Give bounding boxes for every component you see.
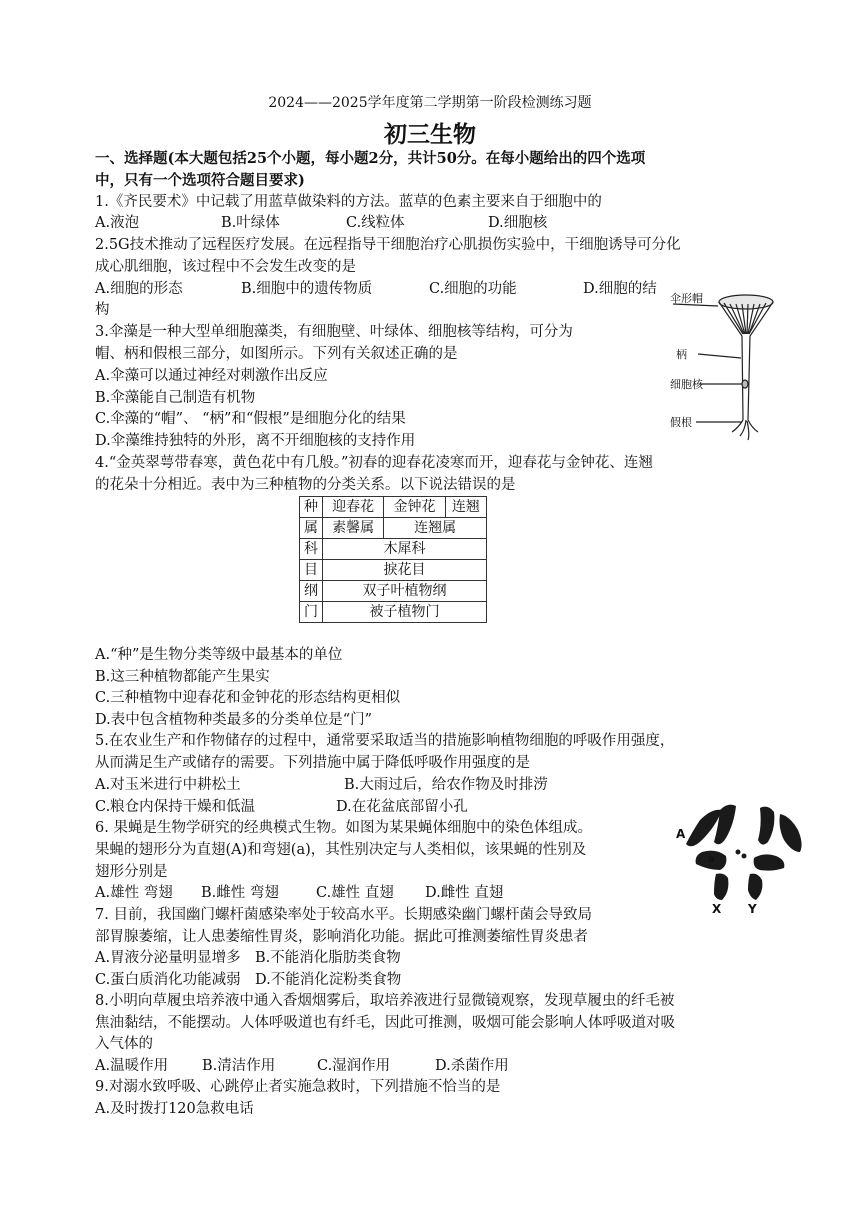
- question-4-stem: 4.“金英翠萼带春寒，黄色花中有几般。”初春的迎春花凌寒而开，迎春花与金钟花、连翘: [95, 455, 653, 471]
- table-cell: 被子植物门: [323, 602, 487, 623]
- question-4-option-c: C.三种植物中迎春花和金钟花的形态结构更相似: [95, 690, 401, 706]
- option-d: D.细胞的结: [583, 281, 657, 297]
- section-heading-cont: 中，只有一个选项符合题目要求): [95, 172, 305, 189]
- question-4-stem-cont: 的花朵十分相近。表中为三种植物的分类关系。以下说法错误的是: [95, 477, 516, 493]
- table-cell: 金钟花: [384, 497, 445, 518]
- question-8-options: [95, 1056, 509, 1076]
- acetabularia-figure: [668, 292, 788, 444]
- option-b: B.清洁作用: [202, 1058, 276, 1074]
- table-cell: 科: [300, 539, 323, 560]
- table-row: [300, 560, 487, 581]
- option-b: B.大雨过后，给农作物及时排涝: [344, 777, 548, 793]
- table-cell: 迎春花: [323, 497, 384, 518]
- question-5-stem-cont: 从而满足生产或储存的需要。下列措施中属于降低呼吸作用强度的是: [95, 755, 530, 771]
- question-2-stem: 2.5G技术推动了远程医疗发展。在远程指导干细胞治疗心肌损伤实验中，干细胞诱导可分化: [95, 237, 681, 253]
- option-a: A.雄性 弯翅: [95, 885, 173, 901]
- table-cell: 门: [300, 602, 323, 623]
- question-8-stem-cont2: 入气体的: [95, 1036, 153, 1052]
- question-3-stem-cont: 帽、柄和假根三部分，如图所示。下列有关叙述正确的是: [95, 346, 458, 362]
- question-5-stem: 5.在农业生产和作物储存的过程中，通常要采取适当的措施影响植物细胞的呼吸作用强度，: [95, 733, 675, 749]
- label-rhizoid: 假根: [670, 416, 692, 429]
- section-heading: 一、选择题(本大题包括25个小题，每小题2分，共计50分。在每小题给出的四个选项: [95, 150, 646, 167]
- table-cell: 连翘属: [384, 518, 487, 539]
- subject-title: 初三生物: [384, 121, 476, 148]
- table-cell: 纲: [300, 581, 323, 602]
- option-b: B.叶绿体: [221, 215, 280, 231]
- question-2-wrap: 构: [95, 302, 110, 318]
- question-3-option-a: A.伞藻可以通过神经对刺激作出反应: [95, 368, 328, 384]
- table-cell: 连翘: [445, 497, 486, 518]
- option-d: D.杀菌作用: [435, 1058, 509, 1074]
- question-9-option-a: A.及时拨打120急救电话: [95, 1101, 254, 1117]
- table-row: [300, 497, 487, 518]
- table-cell: 木犀科: [323, 539, 487, 560]
- option-a: A.细胞的形态: [95, 281, 183, 297]
- table-cell: 素馨属: [323, 518, 384, 539]
- question-3-option-b: B.伞藻能自己制造有机物: [95, 390, 256, 406]
- option-d: D.在花盆底部留小孔: [336, 799, 468, 815]
- option-a: A.温暖作用: [95, 1058, 169, 1074]
- option-b: B.不能消化脂肪类食物: [255, 950, 401, 966]
- question-2-options: [95, 279, 657, 299]
- question-8-stem: 8.小明向草履虫培养液中通入香烟烟雾后，取培养液进行显微镜观察，发现草履虫的纤毛被: [95, 993, 675, 1009]
- option-c: C.雄性 直翅: [316, 885, 394, 901]
- option-a: A.胃液分泌量明显增多: [95, 950, 241, 966]
- option-b: B.雌性 弯翅: [201, 885, 279, 901]
- option-c: C.线粒体: [346, 215, 405, 231]
- question-4-option-d: D.表中包含植物种类最多的分类单位是“门”: [95, 712, 373, 728]
- option-b: B.细胞中的遗传物质: [241, 281, 373, 297]
- question-8-stem-cont: 焦油黏结，不能摆动。人体呼吸道也有纤毛，因此可推测，吸烟可能会影响人体呼吸道对吸: [95, 1015, 675, 1031]
- question-3-stem: 3.伞藻是一种大型单细胞藻类，有细胞壁、叶绿体、细胞核等结构，可分为: [95, 324, 573, 340]
- question-6-stem-cont2: 翅形分别是: [95, 864, 168, 880]
- option-a: A.液泡: [95, 215, 140, 231]
- question-2-stem-cont: 成心肌细胞，该过程中不会发生改变的是: [95, 259, 356, 275]
- label-stalk: 柄: [676, 348, 687, 361]
- table-row: [300, 581, 487, 602]
- option-c: C.蛋白质消化功能减弱: [95, 972, 241, 988]
- label-allele-A: A: [676, 827, 686, 841]
- question-7-stem-cont: 部胃腺萎缩，让人患萎缩性胃炎，影响消化功能。据此可推测萎缩性胃炎患者: [95, 929, 588, 945]
- table-row: [300, 518, 487, 539]
- question-9-stem: 9.对溺水致呼吸、心跳停止者实施急救时，下列措施不恰当的是: [95, 1079, 501, 1095]
- question-5-options-cd: [95, 797, 468, 817]
- label-chromosome-Y: Y: [748, 902, 757, 916]
- table-row: [300, 602, 487, 623]
- table-cell: 属: [300, 518, 323, 539]
- option-c: C.湿润作用: [317, 1058, 391, 1074]
- label-allele-a: a: [708, 854, 715, 865]
- question-6-stem-cont: 果蝇的翅形分为直翅(A)和弯翅(a)，其性别决定与人类相似，该果蝇的性别及: [95, 842, 587, 858]
- exam-title: 2024——2025学年度第二学期第一阶段检测练习题: [268, 95, 592, 111]
- question-7-options-cd: [95, 970, 401, 990]
- question-4-option-a: A.“种”是生物分类等级中最基本的单位: [95, 647, 343, 663]
- option-c: C.粮仓内保持干燥和低温: [95, 799, 256, 815]
- option-d: D.细胞核: [488, 215, 548, 231]
- question-6-stem: 6. 果蝇是生物学研究的经典模式生物。如图为某果蝇体细胞中的染色体组成。: [95, 820, 592, 836]
- label-cap: 伞形帽: [670, 292, 703, 305]
- label-chromosome-X: X: [712, 902, 722, 916]
- question-7-options-ab: [95, 948, 401, 968]
- option-c: C.细胞的功能: [429, 281, 517, 297]
- question-3-option-c: C.伞藻的“帽”、 “柄”和“假根”是细胞分化的结果: [95, 411, 406, 427]
- label-nucleus: 细胞核: [670, 378, 703, 391]
- question-1-options: [95, 213, 547, 233]
- question-6-options: [95, 883, 503, 903]
- question-4-option-b: B.这三种植物都能产生果实: [95, 669, 270, 685]
- table-cell: 目: [300, 560, 323, 581]
- option-d: D.不能消化淀粉类食物: [255, 972, 402, 988]
- chromosome-figure: [672, 800, 810, 918]
- question-7-stem: 7. 目前，我国幽门螺杆菌感染率处于较高水平。长期感染幽门螺杆菌会导致局: [95, 907, 592, 923]
- question-5-options-ab: [95, 775, 548, 795]
- option-d: D.雌性 直翅: [425, 885, 504, 901]
- option-a: A.对玉米进行中耕松土: [95, 777, 241, 793]
- table-row: [300, 539, 487, 560]
- table-cell: 捩花目: [323, 560, 487, 581]
- question-3-option-d: D.伞藻维持独特的外形，离不开细胞核的支持作用: [95, 433, 416, 449]
- table-cell: 种: [300, 497, 323, 518]
- question-1-stem: 1.《齐民要术》中记载了用蓝草做染料的方法。蓝草的色素主要来自于细胞中的: [95, 194, 602, 210]
- classification-table: [299, 496, 487, 623]
- table-cell: 双子叶植物纲: [323, 581, 487, 602]
